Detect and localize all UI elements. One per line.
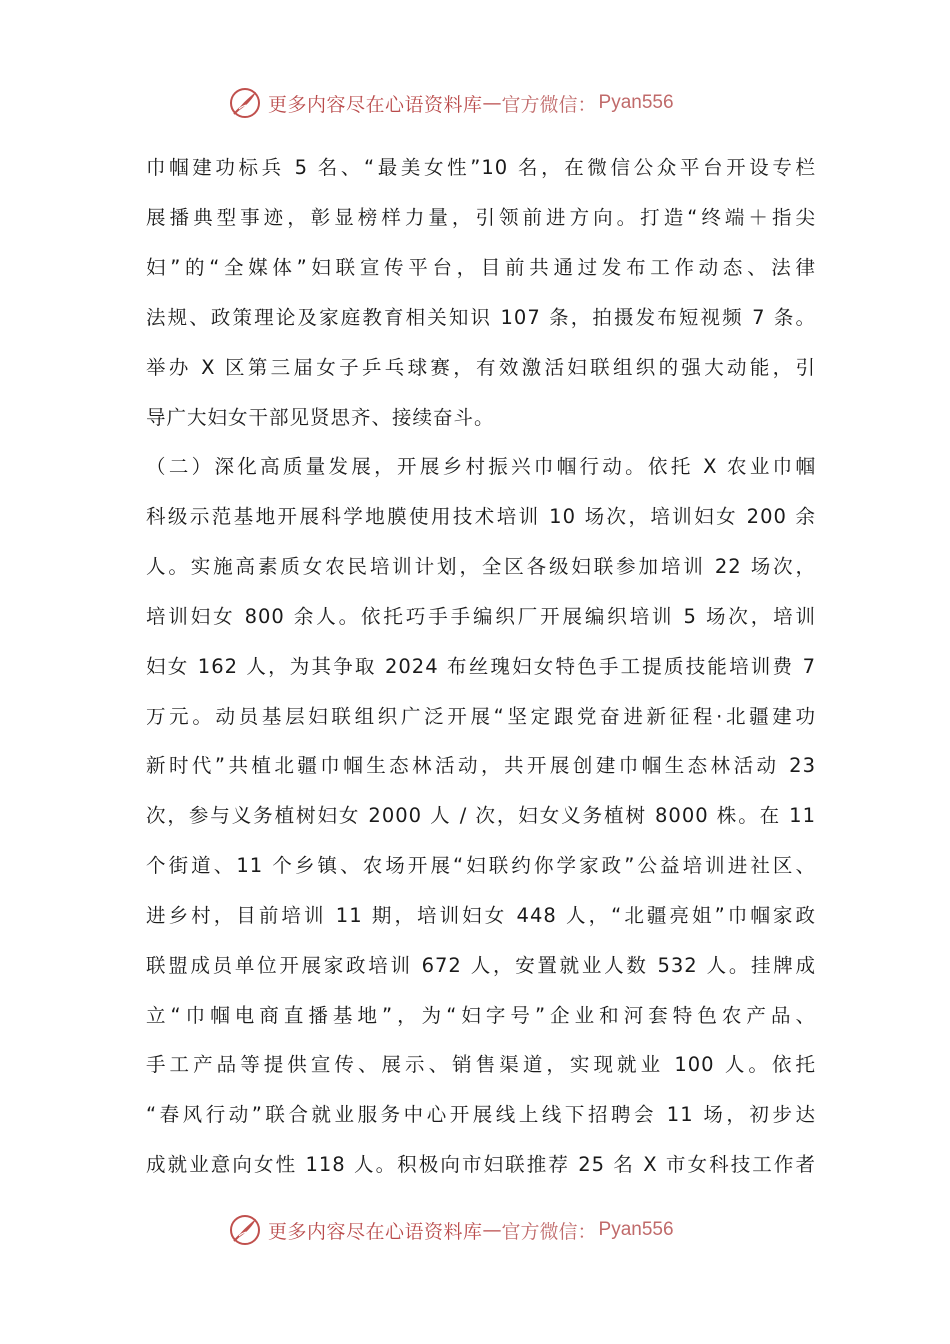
- banner-text: 更多内容尽在心语资料库: [268, 93, 483, 116]
- banner-dash: —: [482, 92, 502, 114]
- text-line: “春风行动”联合就业服务中心开展线上线下招聘会 11 场，初步达: [146, 1103, 816, 1126]
- banner-label: 官方微信：: [501, 1220, 597, 1243]
- banner-label: 官方微信：: [501, 93, 597, 116]
- text-line: 新时代”共植北疆巾帼生态林活动，共开展创建巾帼生态林活动 23: [146, 754, 816, 777]
- text-line: 展播典型事迹，彰显榜样力量，引领前进方向。打造“终端＋指尖: [146, 206, 816, 229]
- text-line: 联盟成员单位开展家政培训 672 人，安置就业人数 532 人。挂牌成: [146, 954, 816, 977]
- text-line: 成就业意向女性 118 人。积极向市妇联推荐 25 名 X 市女科技工作者: [146, 1153, 816, 1176]
- text-line: 科级示范基地开展科学地膜使用技术培训 10 场次，培训妇女 200 余: [146, 505, 816, 528]
- text-line: 次，参与义务植树妇女 2000 人 / 次，妇女义务植树 8000 株。在 11: [146, 804, 816, 827]
- text-line: 妇”的“全媒体”妇联宣传平台，目前共通过发布工作动态、法律: [146, 256, 816, 279]
- text-line: 人。实施高素质女农民培训计划，全区各级妇联参加培训 22 场次，: [146, 555, 816, 578]
- banner-wechat-id: Pyan556: [598, 1219, 674, 1240]
- header-banner: [228, 83, 674, 123]
- text-line: 法规、政策理论及家庭教育相关知识 107 条，拍摄发布短视频 7 条。: [146, 306, 816, 329]
- text-line: 手工产品等提供宣传、展示、销售渠道，实现就业 100 人。依托: [146, 1053, 816, 1076]
- text-line: 立“巾帼电商直播基地”，为“妇字号”企业和河套特色农产品、: [146, 1004, 816, 1027]
- banner-text: 更多内容尽在心语资料库: [268, 1220, 483, 1243]
- text-line: 导广大妇女干部见贤思齐、接续奋斗。: [146, 406, 495, 429]
- text-line: 举办 X 区第三届女子乒乓球赛，有效激活妇联组织的强大动能，引: [146, 356, 816, 379]
- text-line: 进乡村，目前培训 11 期，培训妇女 448 人，“北疆亮姐”巾帼家政: [146, 904, 816, 927]
- banner-dash: —: [482, 1219, 502, 1241]
- footer-banner: [228, 1210, 674, 1250]
- text-line: 培训妇女 800 余人。依托巧手手编织厂开展编织培训 5 场次，培训: [146, 605, 816, 628]
- quill-logo-icon: [228, 1213, 262, 1247]
- text-line: 妇女 162 人，为其争取 2024 布丝瑰妇女特色手工提质技能培训费 7: [146, 655, 816, 678]
- text-line: 万元。动员基层妇联组织广泛开展“坚定跟党奋进新征程·北疆建功: [146, 705, 816, 728]
- text-line: 巾帼建功标兵 5 名、“最美女性”10 名，在微信公众平台开设专栏: [146, 156, 816, 179]
- banner-wechat-id: Pyan556: [598, 92, 674, 113]
- section-heading-line: （二）深化高质量发展，开展乡村振兴巾帼行动。依托 X 农业巾帼: [146, 455, 816, 478]
- quill-logo-icon: [228, 86, 262, 120]
- text-line: 个街道、11 个乡镇、农场开展“妇联约你学家政”公益培训进社区、: [146, 854, 816, 877]
